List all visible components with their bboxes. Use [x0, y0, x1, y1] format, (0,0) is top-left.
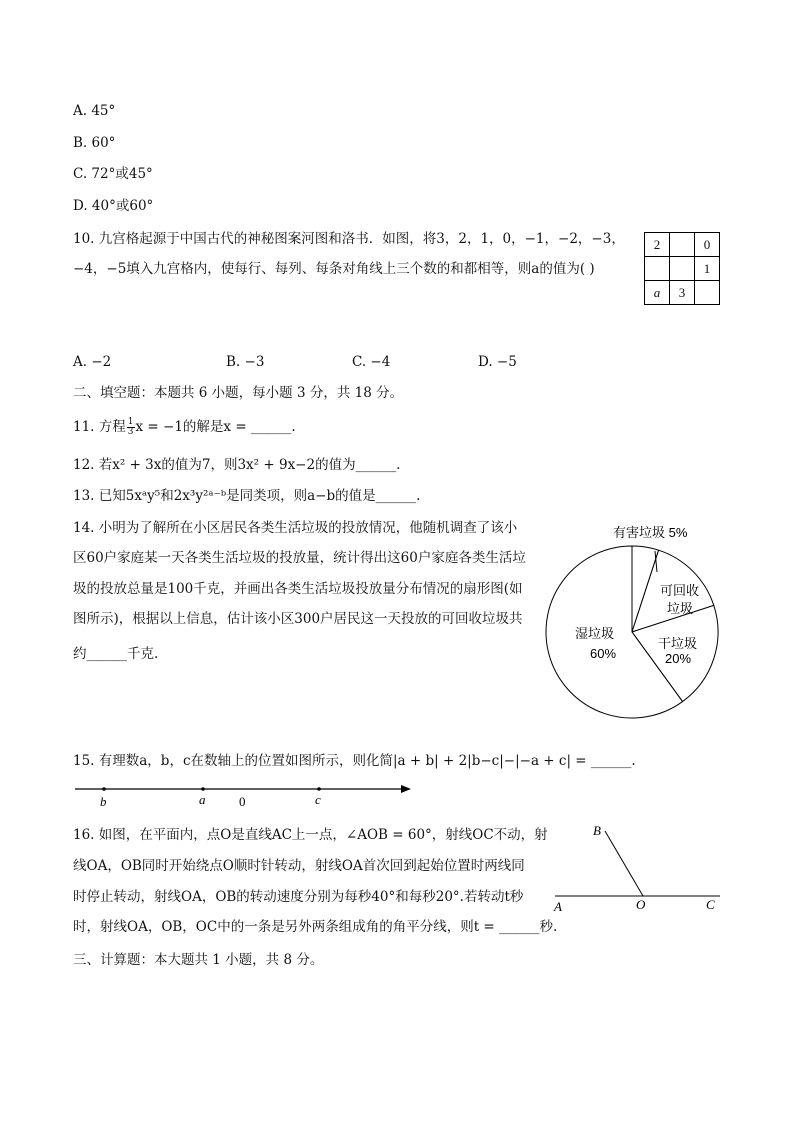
- q10-option-b: B. −3: [226, 354, 265, 370]
- q10-line2: −4，−5填入九宫格内，使每行、每列、每条对角线上三个数的和都相等，则a的值为( ): [73, 261, 595, 277]
- q16-line3: 时停止转动，射线OA，OB的转动速度分别为每秒40°和每秒20°.若转动t秒: [73, 889, 524, 905]
- arrow-head-icon: [401, 785, 411, 793]
- ray-ob: [605, 831, 643, 896]
- point-b: [102, 787, 106, 791]
- q9-option-b: B. 60°: [73, 135, 116, 151]
- label-point-b: B: [593, 823, 601, 838]
- grid-cell: [645, 257, 670, 281]
- wet-label: 湿垃圾: [575, 626, 615, 641]
- section3-heading: 三、计算题：本大题共 1 小题，共 8 分。: [73, 952, 324, 968]
- q14-line2: 区60户家庭某一天各类生活垃圾的投放量，统计得出这60户家庭各类生活垃: [73, 550, 526, 566]
- wet-pct: 60%: [590, 646, 617, 661]
- grid-cell: a: [645, 281, 670, 305]
- point-a: [201, 787, 205, 791]
- label-point-a: A: [554, 899, 562, 914]
- q9-option-c: C. 72°或45°: [73, 166, 153, 182]
- recyclable-label-1: 可回收: [660, 583, 700, 598]
- q11-suffix: x = −1的解是x = ______.: [135, 419, 296, 435]
- q14-line1: 14. 小明为了解所在小区居民各类生活垃圾的投放情况，他随机调查了该小: [73, 520, 518, 536]
- section2-heading: 二、填空题：本题共 6 小题，每小题 3 分，共 18 分。: [73, 385, 404, 401]
- label-b: b: [100, 794, 107, 809]
- grid-cell: 0: [695, 233, 720, 257]
- grid-cell: [695, 281, 720, 305]
- q13: 13. 已知5xᵃy⁵和2x³y²ᵃ⁻ᵇ是同类项，则a−b的值是______.: [73, 488, 421, 504]
- point-c: [317, 787, 321, 791]
- number-line: [73, 778, 418, 810]
- q9-option-a: A. 45°: [73, 103, 116, 119]
- q10-line1: 10. 九宫格起源于中国古代的神秘图案河图和洛书．如图，将3，2，1，0，−1，−2，−3，: [73, 231, 625, 247]
- q9-option-d: D. 40°或60°: [73, 198, 154, 214]
- label-a: a: [199, 792, 206, 807]
- q14-line3: 圾的投放总量是100千克，并画出各类生活垃圾投放量分布情况的扇形图(如: [73, 581, 523, 597]
- q15: 15. 有理数a，b，c在数轴上的位置如图所示，则化简|a + b| + 2|b−c|−|−a + c| = ______.: [73, 753, 636, 769]
- angle-diagram: [550, 818, 725, 918]
- hazard-label: 有害垃圾 5%: [613, 525, 688, 540]
- label-c: c: [315, 792, 321, 807]
- q16-line1: 16. 如图，在平面内，点O是直线AC上一点，∠AOB = 60°，射线OC不动，射: [73, 827, 548, 843]
- q16-line2: 线OA，OB同时开始绕点O顺时针转动，射线OA首次回到起始位置时两线同: [73, 858, 525, 874]
- q11-fraction: [127, 418, 135, 437]
- magic-square-grid: [644, 232, 720, 305]
- q16-line4: 时，射线OA，OB，OC中的一条是另外两条组成角的角平分线，则t = ______秒.: [73, 919, 558, 935]
- grid-cell: 1: [695, 257, 720, 281]
- grid-cell: [670, 257, 695, 281]
- q12: 12. 若x² + 3x的值为7，则3x² + 9x−2的值为______.: [73, 457, 401, 473]
- q10-option-d: D. −5: [478, 354, 517, 370]
- q10-option-a: A. −2: [73, 354, 112, 370]
- grid-cell: 2: [645, 233, 670, 257]
- garbage-pie-chart: [545, 515, 785, 720]
- label-zero: 0: [239, 794, 246, 809]
- q11-prefix: 11. 方程: [73, 419, 126, 435]
- q11: [73, 417, 296, 437]
- q11-numerator: 1: [127, 417, 134, 427]
- dry-label: 干垃圾: [658, 636, 698, 651]
- q10-option-c: C. −4: [352, 354, 391, 370]
- recyclable-label-2: 垃圾: [667, 601, 694, 616]
- label-point-c: C: [706, 897, 715, 912]
- grid-cell: 3: [670, 281, 695, 305]
- label-point-o: O: [636, 897, 646, 912]
- grid-cell: [670, 233, 695, 257]
- dry-pct: 20%: [665, 651, 692, 666]
- q14-line5: 约______千克.: [73, 646, 159, 662]
- q14-line4: 图所示)，根据以上信息，估计该小区300户居民这一天投放的可回收垃圾共: [73, 611, 523, 627]
- q11-denominator: 3: [127, 427, 134, 437]
